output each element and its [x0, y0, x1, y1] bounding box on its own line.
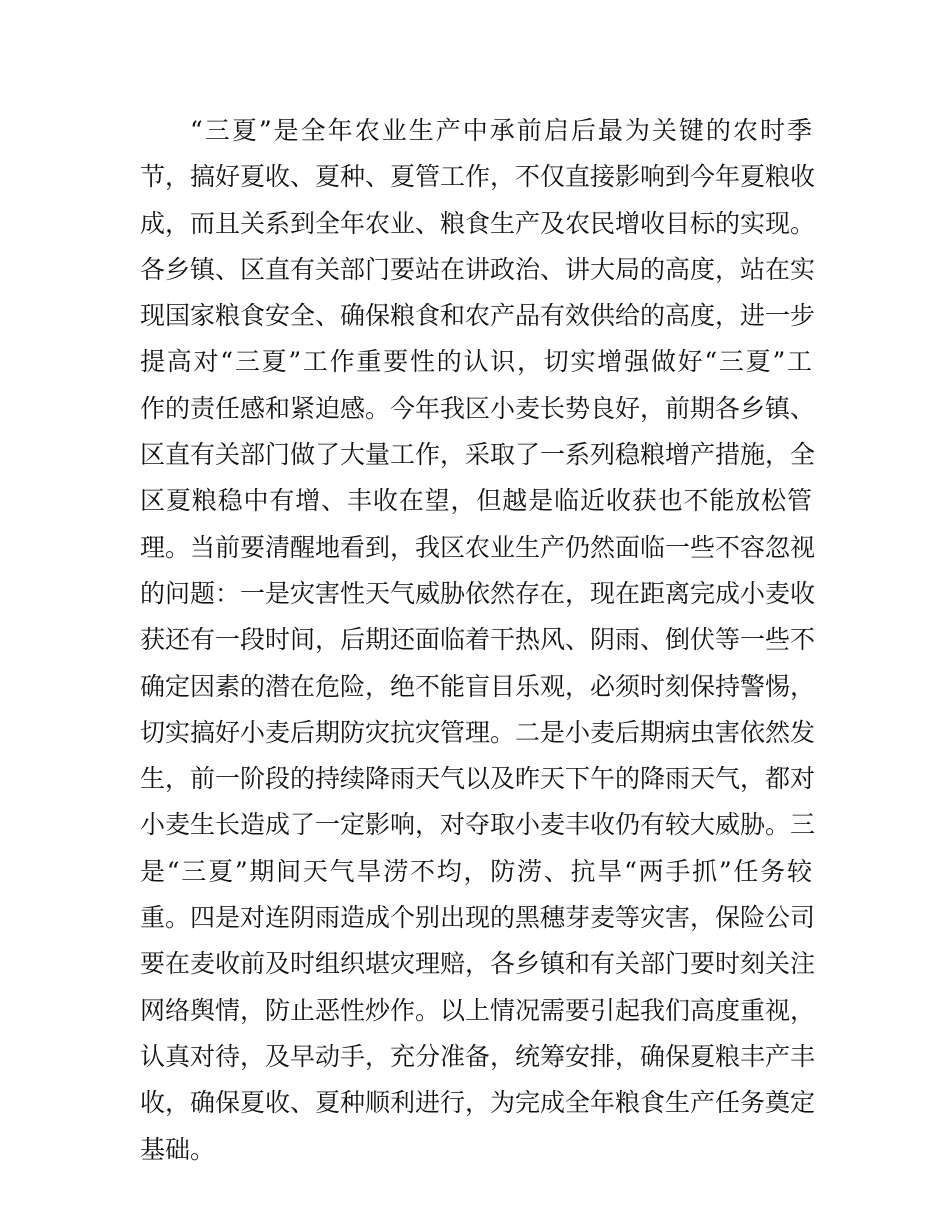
- paragraph-line: 收，确保夏收、夏种顺利进行，为完成全年粮食生产任务奠定: [140, 1088, 816, 1118]
- paragraph-line: 认真对待，及早动手，充分准备，统筹安排，确保夏粮丰产丰: [140, 1041, 816, 1071]
- paragraph-line: 的问题：一是灾害性天气威胁依然存在，现在距离完成小麦收: [140, 578, 816, 608]
- paragraph-line: 成，而且关系到全年农业、粮食生产及农民增收目标的实现。: [140, 208, 816, 238]
- paragraph-line: 理。当前要清醒地看到，我区农业生产仍然面临一些不容忽视: [140, 532, 816, 562]
- paragraph-line: 各乡镇、区直有关部门要站在讲政治、讲大局的高度，站在实: [140, 254, 816, 284]
- paragraph-line: “三夏”是全年农业生产中承前启后最为关键的农时季: [190, 116, 812, 145]
- paragraph-line: 重。四是对连阴雨造成个别出现的黑穗芽麦等灾害，保险公司: [140, 903, 816, 933]
- paragraph-line: 小麦生长造成了一定影响，对夺取小麦丰收仍有较大威胁。三: [140, 810, 816, 840]
- paragraph-line: 作的责任感和紧迫感。今年我区小麦长势良好，前期各乡镇、: [140, 393, 816, 423]
- paragraph-line: 确定因素的潜在危险，绝不能盲目乐观，必须时刻保持警惕，: [140, 671, 816, 701]
- paragraph-line: 现国家粮食安全、确保粮食和农产品有效供给的高度，进一步: [140, 301, 816, 331]
- paragraph-line: 要在麦收前及时组织堪灾理赔，各乡镇和有关部门要时刻关注: [140, 949, 816, 979]
- paragraph-line: 区夏粮稳中有增、丰收在望，但越是临近收获也不能放松管: [140, 486, 812, 516]
- paragraph-line: 切实搞好小麦后期防灾抗灾管理。二是小麦后期病虫害依然发: [140, 717, 816, 747]
- paragraph-line: 获还有一段时间，后期还面临着干热风、阴雨、倒伏等一些不: [140, 625, 816, 655]
- paragraph-line: 生，前一阶段的持续降雨天气以及昨天下午的降雨天气，都对: [140, 764, 816, 794]
- paragraph-line: 节，搞好夏收、夏种、夏管工作，不仅直接影响到今年夏粮收: [140, 162, 816, 192]
- paragraph-line: 网络舆情，防止恶性炒作。以上情况需要引起我们高度重视，: [140, 995, 816, 1025]
- paragraph-line: 基础。: [140, 1134, 216, 1164]
- body-paragraph: [140, 108, 816, 1173]
- paragraph-line: 提高对“三夏”工作重要性的认识，切实增强做好“三夏”工: [140, 347, 812, 377]
- paragraph-line: 是“三夏”期间天气旱涝不均，防涝、抗旱“两手抓”任务较: [140, 856, 812, 886]
- paragraph-line: 区直有关部门做了大量工作，采取了一系列稳粮增产措施，全: [140, 440, 816, 470]
